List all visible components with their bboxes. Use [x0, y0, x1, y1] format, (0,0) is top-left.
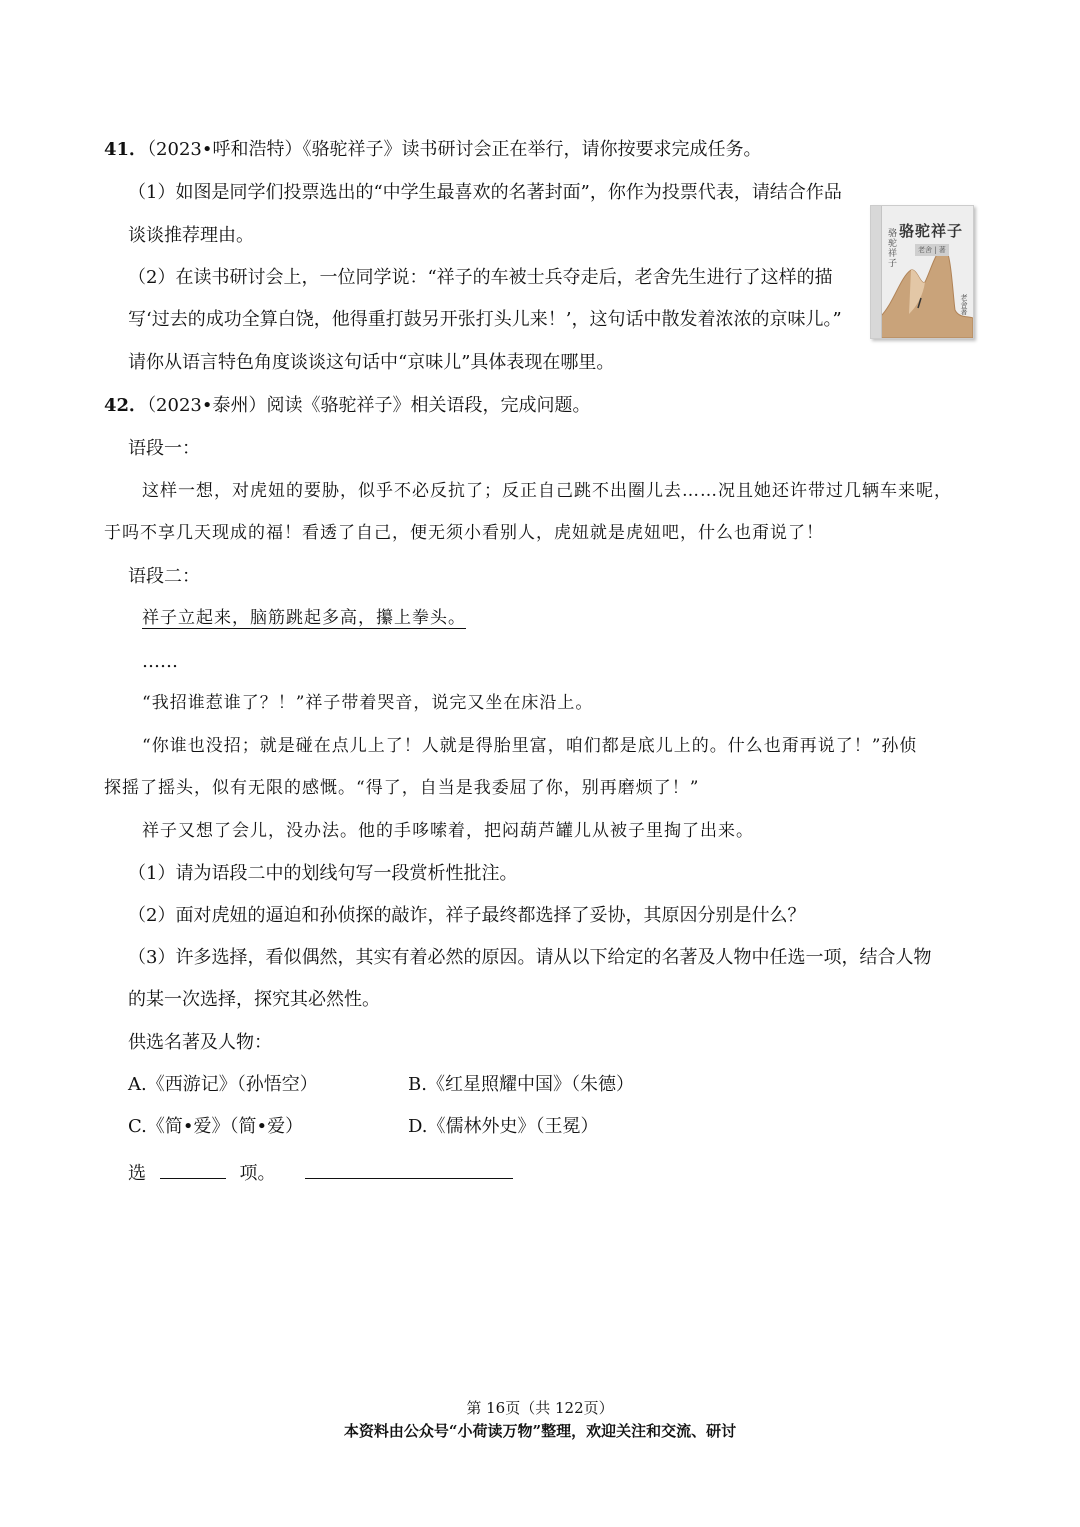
- answer-prefix: 选: [128, 1163, 146, 1184]
- footer-note: 本资料由公众号“小荷读万物”整理，欢迎关注和交流、研讨: [343, 1422, 737, 1440]
- q41-sub2-line2: 写‘过去的成功全算白饶，他得重打鼓另开张打头儿来！’，这句话中散发着浓浓的京味儿。”: [128, 309, 842, 330]
- q41-sub2-line3: 请你从语言特色角度谈谈这句话中“京味儿”具体表现在哪里。: [128, 352, 615, 373]
- book-cover-image: [870, 205, 974, 339]
- cover-spine: [871, 206, 882, 338]
- q42-sub2: （2）面对虎妞的逼迫和孙侦探的敲诈，祥子最终都选择了妥协，其原因分别是什么？: [128, 905, 806, 926]
- option-c: C.《简•爱》（简•爱）: [128, 1116, 304, 1137]
- cover-title: 骆驼祥子: [899, 222, 964, 240]
- seg2-line6: 祥子又想了会儿，没办法。他的手哆嗦着，把闷葫芦罐儿从被子里掏了出来。: [142, 821, 754, 841]
- option-a: A.《西游记》（孙悟空）: [128, 1074, 318, 1095]
- seg2-line5: 探摇了摇头，似有无限的感慨。“得了，自当是我委屈了你，别再磨烦了！”: [104, 778, 700, 798]
- cover-side-text-2: 老舍著: [960, 294, 968, 315]
- q41-sub2-line1: （2）在读书研讨会上，一位同学说：“祥子的车被士兵夺走后，老舍先生进行了这样的描: [128, 267, 833, 288]
- cover-author: 老舍 | 著: [915, 244, 949, 256]
- q41-sub1-line1: （1）如图是同学们投票选出的“中学生最喜欢的名著封面”，你作为投票代表，请结合作品: [128, 182, 842, 203]
- q41-number: 41．: [104, 139, 148, 160]
- seg2-underlined-sentence: 祥子立起来，脑筋跳起多高，攥上拳头。: [142, 608, 466, 628]
- seg2-label: 语段二：: [128, 566, 200, 587]
- seg2-line3: “我招谁惹谁了？！”祥子带着哭音，说完又坐在床沿上。: [142, 693, 594, 713]
- option-d: D.《儒林外史》（王冕）: [408, 1116, 599, 1137]
- seg1-label: 语段一：: [128, 438, 200, 459]
- seg2-ellipsis: ……: [142, 651, 178, 672]
- q42-number: 42．: [104, 395, 148, 416]
- q42-sub3-line1: （3）许多选择，看似偶然，其实有着必然的原因。请从以下给定的名著及人物中任选一项，结合人物: [128, 947, 932, 968]
- seg1-line2: 于吗不享几天现成的福！看透了自己，便无须小看别人，虎妞就是虎妞吧，什么也甭说了！: [104, 523, 824, 543]
- q42-sub1: （1）请为语段二中的划线句写一段赏析性批注。: [128, 863, 518, 884]
- q42-sub3-line2: 的某一次选择，探究其必然性。: [128, 989, 380, 1010]
- q42-stem: （2023•泰州）阅读《骆驼祥子》相关语段，完成问题。: [147, 395, 591, 416]
- seg2-line4: “你谁也没招；就是碰在点儿上了！人就是得胎里富，咱们都是底儿上的。什么也甭再说了！”孙侦: [142, 736, 918, 756]
- answer-line: [128, 1160, 513, 1183]
- q42-stem-line: [104, 397, 591, 415]
- answer-reason-blank[interactable]: [305, 1160, 513, 1179]
- q41-stem: （2023•呼和浩特）《骆驼祥子》读书研讨会正在举行，请你按要求完成任务。: [147, 139, 762, 160]
- option-b: B.《红星照耀中国》（朱德）: [408, 1074, 634, 1095]
- seg1-line1: 这样一想，对虎妞的要胁，似乎不必反抗了；反正自己跳不出圈儿去……况且她还许带过几辆车来呢，: [142, 481, 952, 501]
- cover-side-text: 骆驼祥子: [886, 228, 896, 268]
- q41-sub1-line2: 谈谈推荐理由。: [128, 225, 254, 246]
- page-number: 第 16页（共 122页）: [466, 1399, 614, 1417]
- answer-mid: 项。: [239, 1163, 276, 1184]
- option-choice-blank[interactable]: [160, 1160, 226, 1179]
- q41-stem-line: [104, 141, 762, 159]
- options-label: 供选名著及人物：: [128, 1032, 272, 1053]
